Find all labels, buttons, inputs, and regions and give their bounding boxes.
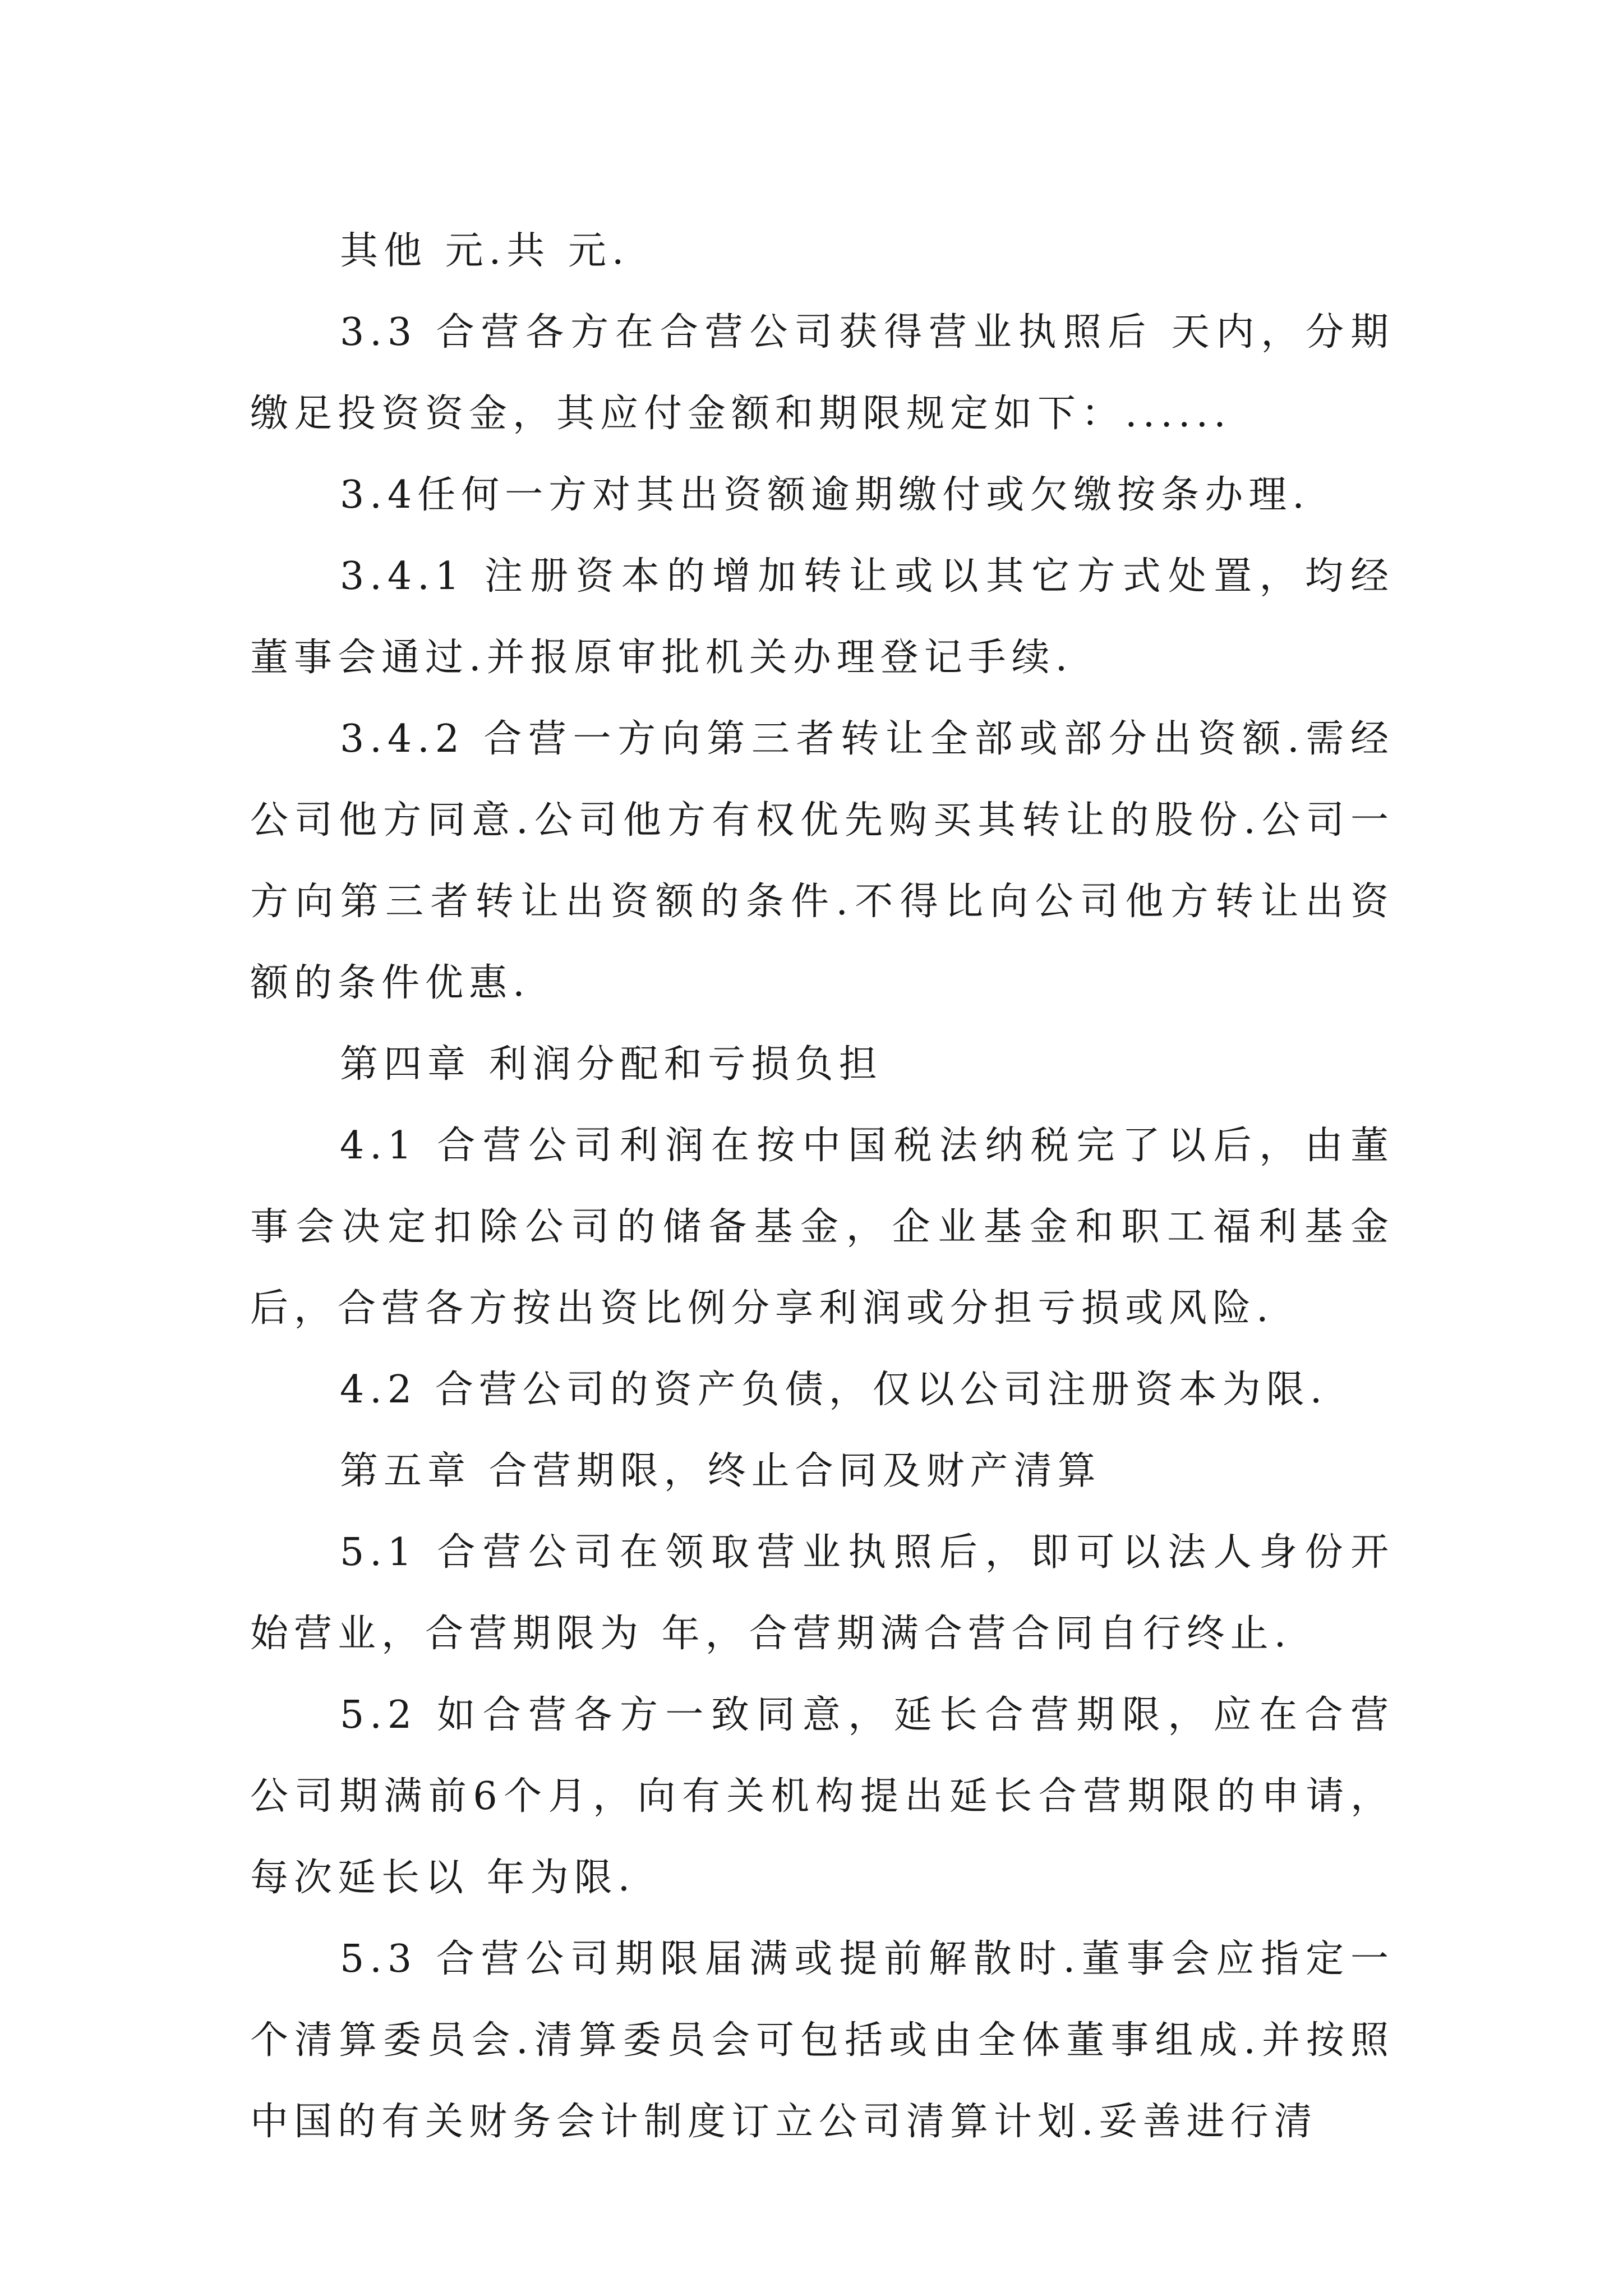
chapter-4-heading: 第四章 利润分配和亏损负担 (340, 1042, 883, 1087)
paragraph-3-4: 3.4任何一方对其出资额逾期缴付或欠缴按条办理. (340, 473, 1310, 517)
paragraph-3-4-1: 3.4.1 注册资本的增加转让或以其它方式处置，均经董事会通过.并报原审批机关办理登记手续. (250, 554, 1394, 680)
paragraph-5-1: 5.1 合营公司在领取营业执照后，即可以法人身份开始营业，合营期限为 年，合营期满合营合同自行终止. (250, 1530, 1394, 1656)
paragraph-3-3: 3.3 合营各方在合营公司获得营业执照后 天内，分期缴足投资资金，其应付金额和期限规定如下：...... (250, 310, 1394, 436)
document-body (250, 210, 1394, 2162)
paragraph-3-4-2: 3.4.2 合营一方向第三者转让全部或部分出资额.需经公司他方同意.公司他方有权优先购买其转让的股份.公司一方向第三者转让出资额的条件.不得比向公司他方转让出资额的条件优惠. (250, 717, 1394, 1005)
paragraph-5-2: 5.2 如合营各方一致同意，延长合营期限，应在合营公司期满前6个月，向有关机构提出延长合营期限的申请，每次延长以 年为限. (250, 1693, 1394, 1900)
paragraph-5-3: 5.3 合营公司期限届满或提前解散时.董事会应指定一个清算委员会.清算委员会可包括或由全体董事组成.并按照中国的有关财务会计制度订立公司清算计划.妥善进行清 (250, 1937, 1394, 2144)
paragraph-other-yuan: 其他 元.共 元. (340, 229, 630, 273)
paragraph-4-2: 4.2 合营公司的资产负债，仅以公司注册资本为限. (340, 1368, 1328, 1412)
chapter-5-heading: 第五章 合营期限，终止合同及财产清算 (340, 1449, 1101, 1493)
paragraph-4-1: 4.1 合营公司利润在按中国税法纳税完了以后，由董事会决定扣除公司的储备基金，企业基金和职工福利基金后，合营各方按出资比例分享利润或分担亏损或风险. (250, 1124, 1394, 1331)
